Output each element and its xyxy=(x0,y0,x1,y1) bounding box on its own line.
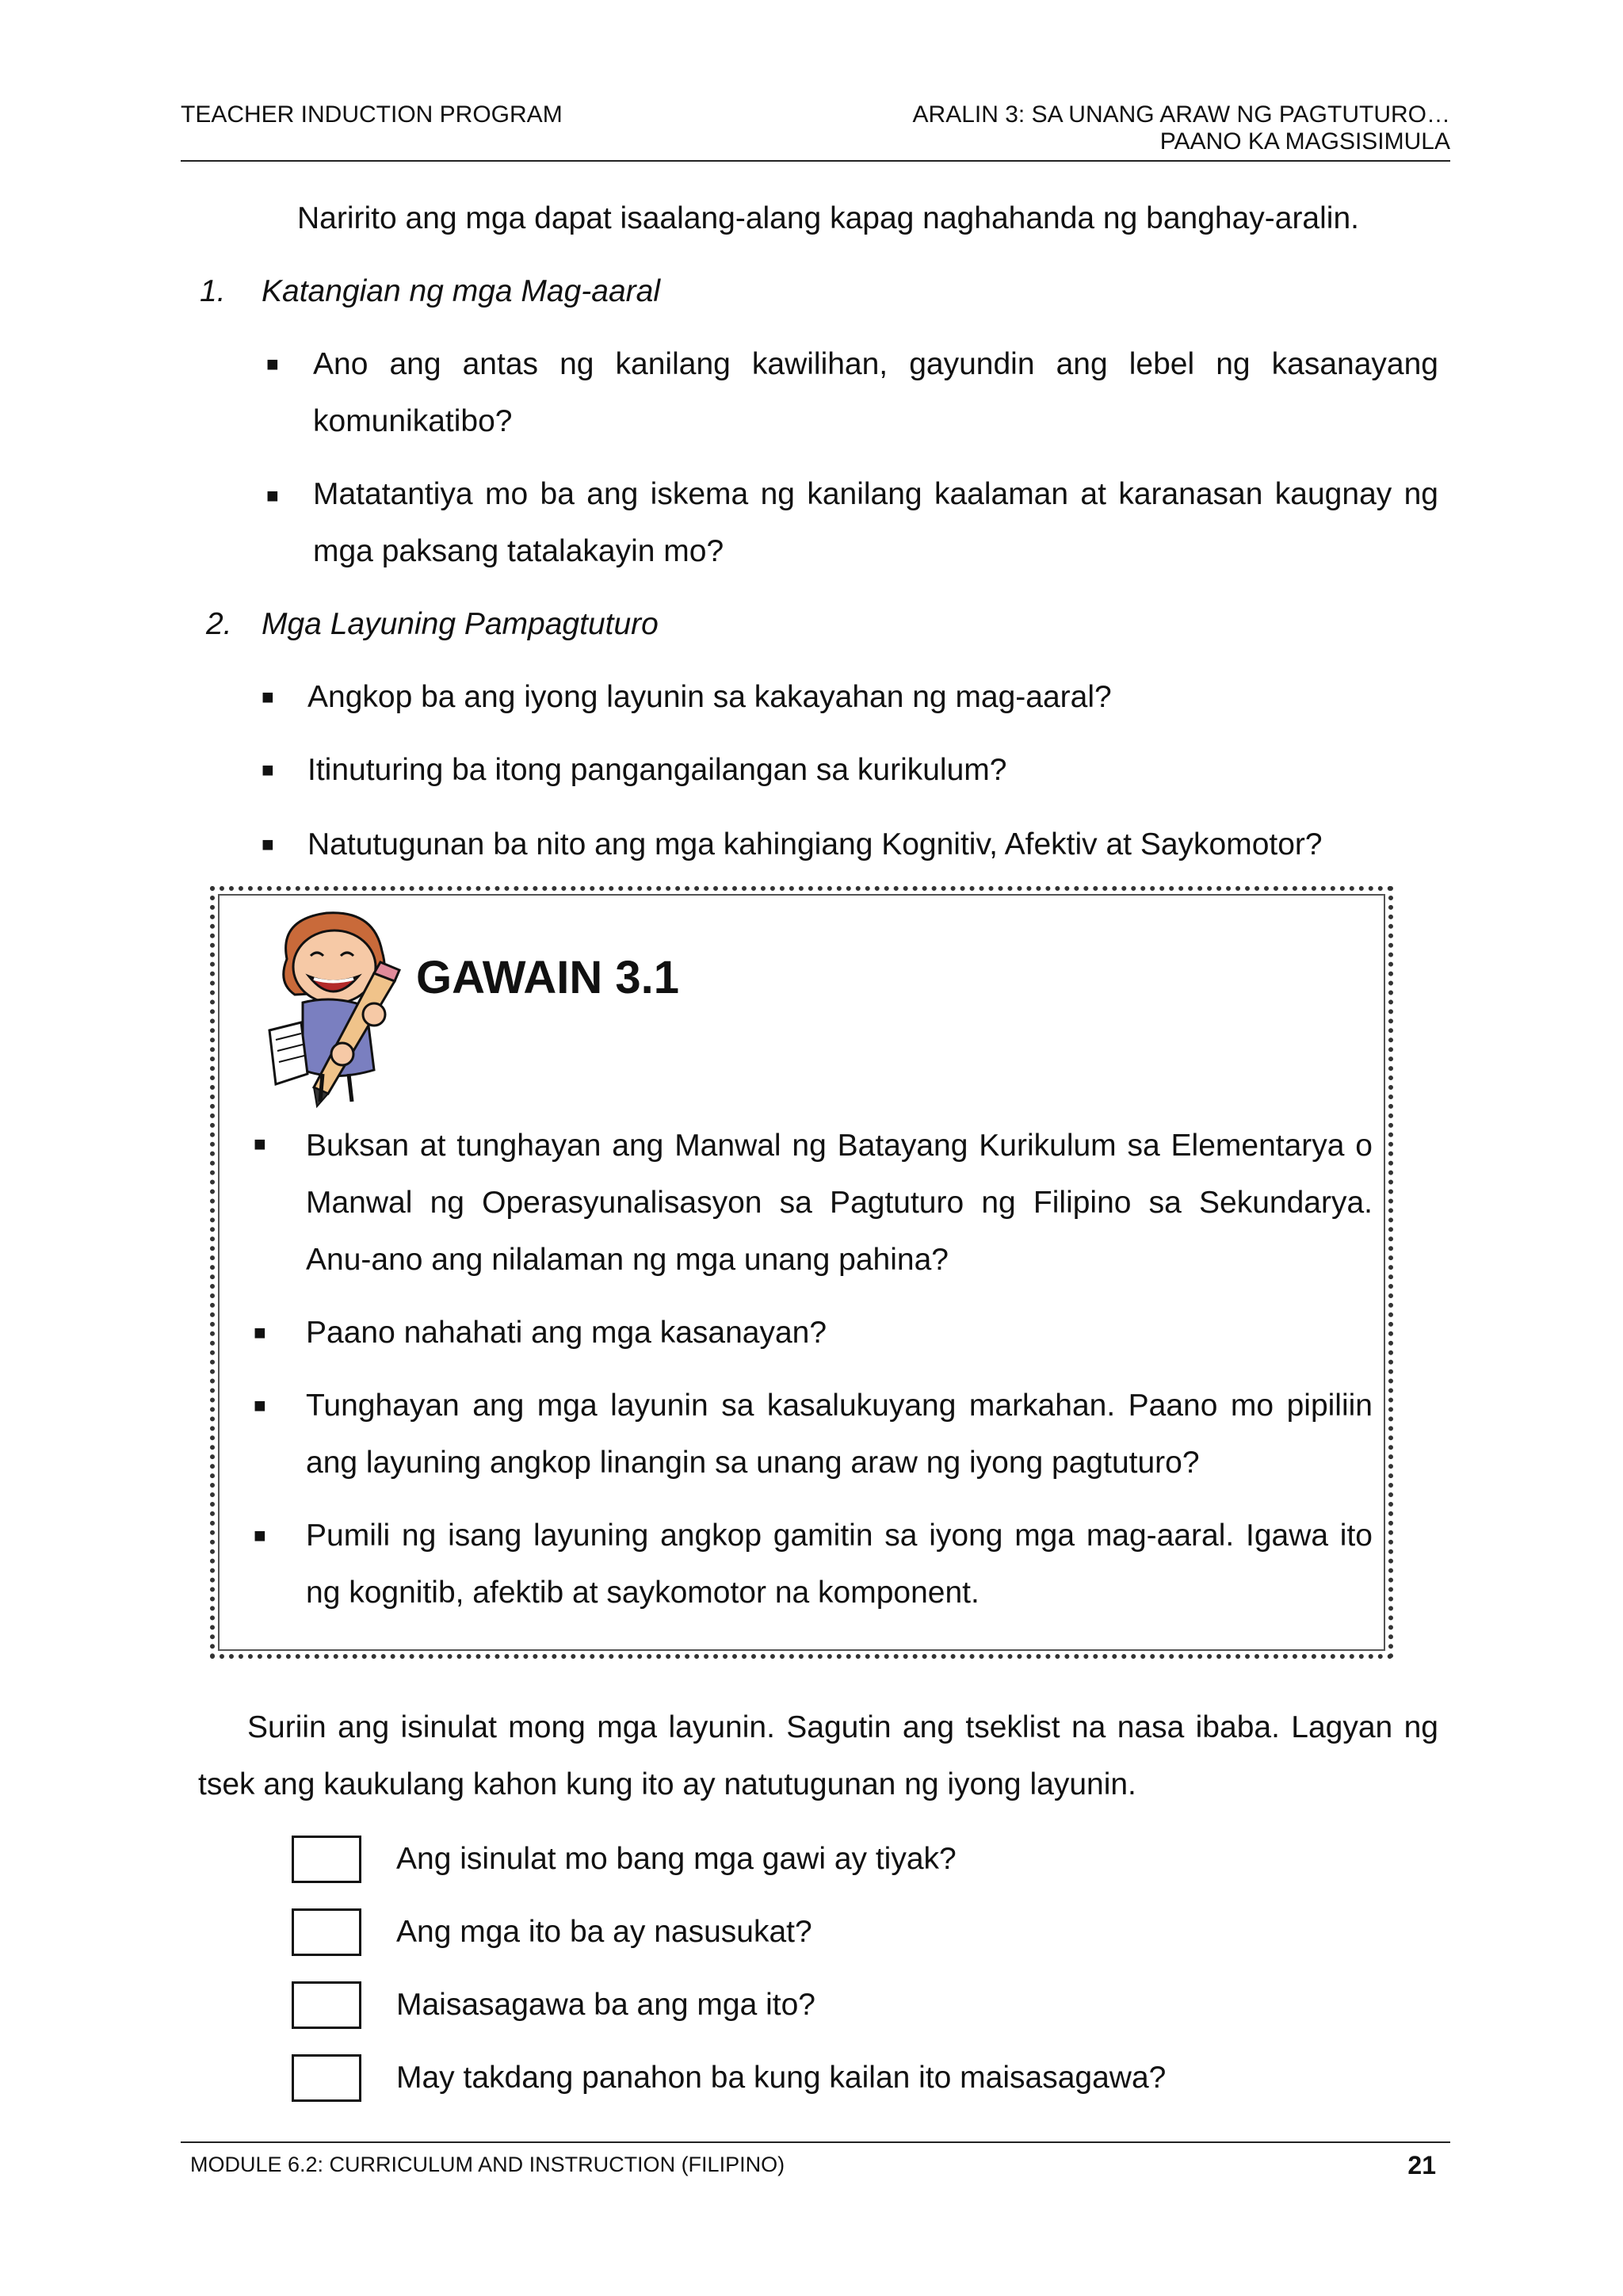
section1-bullet-2: Matatantiya mo ba ang iskema ng kanilang kaalaman at karanasan kaugnay ng mga paksang tatalakayin mo? xyxy=(313,477,1438,568)
section2-bullet-2: Itinuturing ba itong pangangailangan sa kurikulum? xyxy=(307,753,1007,787)
page-footer xyxy=(181,2141,1450,2179)
section2-bullet-3: Natutugunan ba nito ang mga kahingiang Kognitiv, Afektiv at Saykomotor? xyxy=(307,827,1323,861)
gawain-bullet-1: Buksan at tunghayan ang Manwal ng Batayang Kurikulum sa Elementarya o Manwal ng Operasyunalisasyon sa Pagtuturo ng Filipino sa Sekundarya. Anu-ano ang nilalaman ng mga unang pahina? xyxy=(306,1129,1373,1277)
header-program: TEACHER INDUCTION PROGRAM xyxy=(181,101,563,128)
header-lesson-subtitle: PAANO KA MAGSISIMULA xyxy=(1159,128,1450,155)
section2-number: 2. xyxy=(206,607,232,641)
checklist-checkbox-4[interactable] xyxy=(292,2054,361,2102)
section1-bullet-1: Ano ang antas ng kanilang kawilihan, gayundin ang lebel ng kasanayang komunikatibo? xyxy=(313,347,1438,438)
bullet-icon: ■ xyxy=(254,1523,266,1547)
bullet-icon: ■ xyxy=(266,352,279,376)
section2-title: Mga Layuning Pampagtuturo xyxy=(262,607,659,641)
bullet-icon: ■ xyxy=(254,1132,266,1156)
outro-paragraph: Suriin ang isinulat mong mga layunin. Sagutin ang tseklist na nasa ibaba. Lagyan ng tsek ang kaukulang kahon kung ito ay natutugunan ng iyong layunin. xyxy=(198,1710,1438,1801)
gawain-title: GAWAIN 3.1 xyxy=(416,952,679,1003)
bullet-icon: ■ xyxy=(262,758,274,781)
bullet-icon: ■ xyxy=(254,1393,266,1417)
bullet-icon: ■ xyxy=(262,832,274,856)
gawain-bullet-3: Tunghayan ang mga layunin sa kasalukuyang markahan. Paano mo pipiliin ang layuning angkop linangin sa unang araw ng iyong pagtuturo? xyxy=(306,1389,1373,1480)
section1-title: Katangian ng mga Mag-aaral xyxy=(262,274,660,308)
page-number: 21 xyxy=(1407,2151,1436,2179)
section1-number: 1. xyxy=(200,274,226,308)
page-header xyxy=(181,94,1450,162)
gawain-bullet-4: Pumili ng isang layuning angkop gamitin sa iyong mga mag-aaral. Igawa ito ng kognitib, afektib at saykomotor na komponent. xyxy=(306,1519,1373,1610)
bullet-icon: ■ xyxy=(254,1320,266,1344)
bullet-icon: ■ xyxy=(262,685,274,709)
checklist-checkbox-3[interactable] xyxy=(292,1981,361,2029)
teacher-with-pencil-icon xyxy=(255,904,422,1110)
checklist-item-2: Ang mga ito ba ay nasusukat? xyxy=(396,1915,812,1949)
checklist-item-1: Ang isinulat mo bang mga gawi ay tiyak? xyxy=(396,1842,957,1876)
section2-bullet-1: Angkop ba ang iyong layunin sa kakayahan ng mag-aaral? xyxy=(307,680,1112,714)
intro-paragraph: Naririto ang mga dapat isaalang-alang kapag naghahanda ng banghay-aralin. xyxy=(297,201,1359,235)
bullet-icon: ■ xyxy=(266,483,279,507)
checklist-checkbox-2[interactable] xyxy=(292,1908,361,1956)
checklist-item-3: Maisasagawa ba ang mga ito? xyxy=(396,1988,815,2022)
checklist-checkbox-1[interactable] xyxy=(292,1836,361,1883)
gawain-bullet-2: Paano nahahati ang mga kasanayan? xyxy=(306,1316,827,1350)
footer-module: MODULE 6.2: CURRICULUM AND INSTRUCTION (FILIPINO) xyxy=(190,2153,785,2176)
header-lesson-title: ARALIN 3: SA UNANG ARAW NG PAGTUTURO… xyxy=(912,101,1450,128)
checklist-item-4: May takdang panahon ba kung kailan ito maisasagawa? xyxy=(396,2061,1167,2095)
